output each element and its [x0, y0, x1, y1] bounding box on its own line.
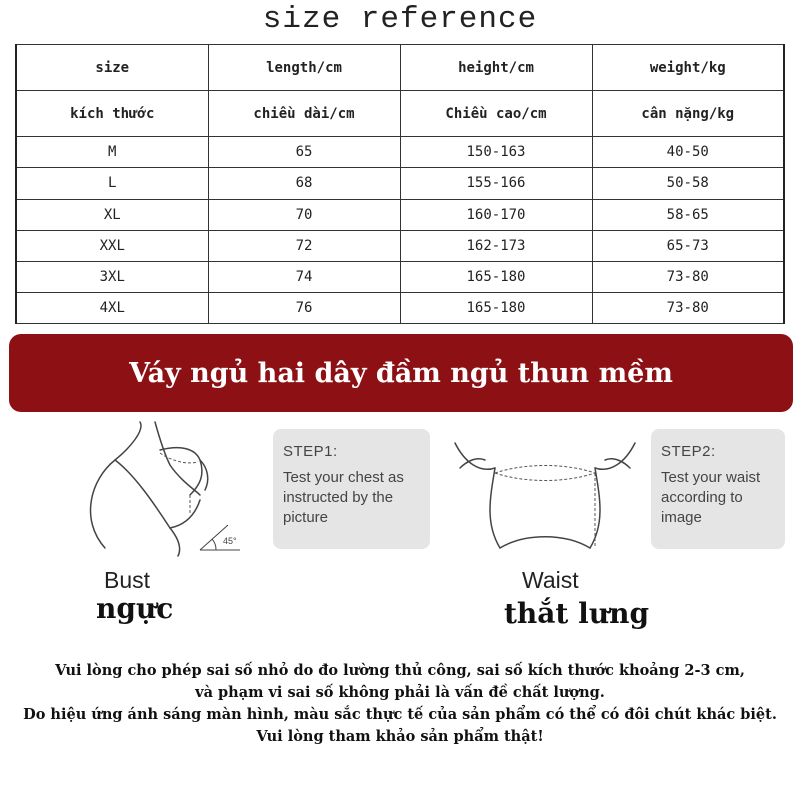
length-cell: 65 [208, 137, 400, 168]
size-cell: M [16, 137, 208, 168]
bust-caption-en: Bust [104, 567, 151, 593]
banner-text: Váy ngủ hai dây đầm ngủ thun mềm [129, 357, 673, 389]
height-cell: 160-170 [400, 199, 592, 230]
bust-measure-illustration [60, 420, 260, 560]
size-cell: 4XL [16, 292, 208, 323]
length-cell: 76 [208, 292, 400, 323]
length-cell: 68 [208, 168, 400, 199]
weight-cell: 40-50 [592, 137, 784, 168]
table-header-cell: chiều dài/cm [208, 91, 400, 137]
height-cell: 162-173 [400, 230, 592, 261]
size-cell: XL [16, 199, 208, 230]
page-title: size reference [262, 2, 538, 37]
weight-cell: 50-58 [592, 168, 784, 199]
size-cell: L [16, 168, 208, 199]
height-cell: 155-166 [400, 168, 592, 199]
table-header-cell: cân nặng/kg [592, 91, 784, 137]
table-row [16, 137, 784, 168]
height-cell: 165-180 [400, 292, 592, 323]
table-header-cell: height/cm [400, 45, 592, 91]
step1-title: STEP1: [283, 443, 338, 460]
height-cell: 165-180 [400, 261, 592, 292]
bust-caption-vi: ngực [96, 592, 174, 625]
table-row [16, 199, 784, 230]
height-cell: 150-163 [400, 137, 592, 168]
weight-cell: 73-80 [592, 292, 784, 323]
product-banner [9, 334, 793, 412]
table-header-cell: length/cm [208, 45, 400, 91]
step2-title: STEP2: [661, 443, 716, 460]
step1-card [273, 429, 430, 549]
angle-label: 45° [223, 536, 237, 546]
note-line: Vui lòng cho phép sai số nhỏ do đo lường thủ công, sai số kích thước khoảng 2-3 cm, [55, 662, 745, 679]
step2-text: Test your waist according to image [661, 469, 761, 526]
disclaimer-notes [0, 660, 800, 748]
length-cell: 72 [208, 230, 400, 261]
table-header-cell: size [16, 45, 208, 91]
table-header-row-vi [16, 91, 784, 137]
waist-measure-illustration [445, 438, 645, 558]
weight-cell: 73-80 [592, 261, 784, 292]
note-line: và phạm vi sai số không phải là vấn đề chất lượng. [195, 684, 605, 701]
note-line: Do hiệu ứng ánh sáng màn hình, màu sắc thực tế của sản phẩm có thể có đôi chút khác biệt. [23, 706, 777, 723]
size-cell: XXL [16, 230, 208, 261]
size-table [15, 44, 785, 324]
table-header-cell: weight/kg [592, 45, 784, 91]
table-header-row-en [16, 45, 784, 91]
table-row [16, 168, 784, 199]
waist-caption-vi: thắt lưng [504, 597, 650, 630]
table-header-cell: kích thước [16, 91, 208, 137]
size-cell: 3XL [16, 261, 208, 292]
length-cell: 70 [208, 199, 400, 230]
table-row [16, 261, 784, 292]
step2-card [651, 429, 785, 549]
note-line: Vui lòng tham khảo sản phẩm thật! [256, 728, 544, 745]
waist-caption-en: Waist [522, 567, 579, 593]
table-row [16, 292, 784, 323]
length-cell: 74 [208, 261, 400, 292]
table-row [16, 230, 784, 261]
table-header-cell: Chiều cao/cm [400, 91, 592, 137]
weight-cell: 65-73 [592, 230, 784, 261]
weight-cell: 58-65 [592, 199, 784, 230]
step1-text: Test your chest as instructed by the picture [283, 469, 404, 526]
